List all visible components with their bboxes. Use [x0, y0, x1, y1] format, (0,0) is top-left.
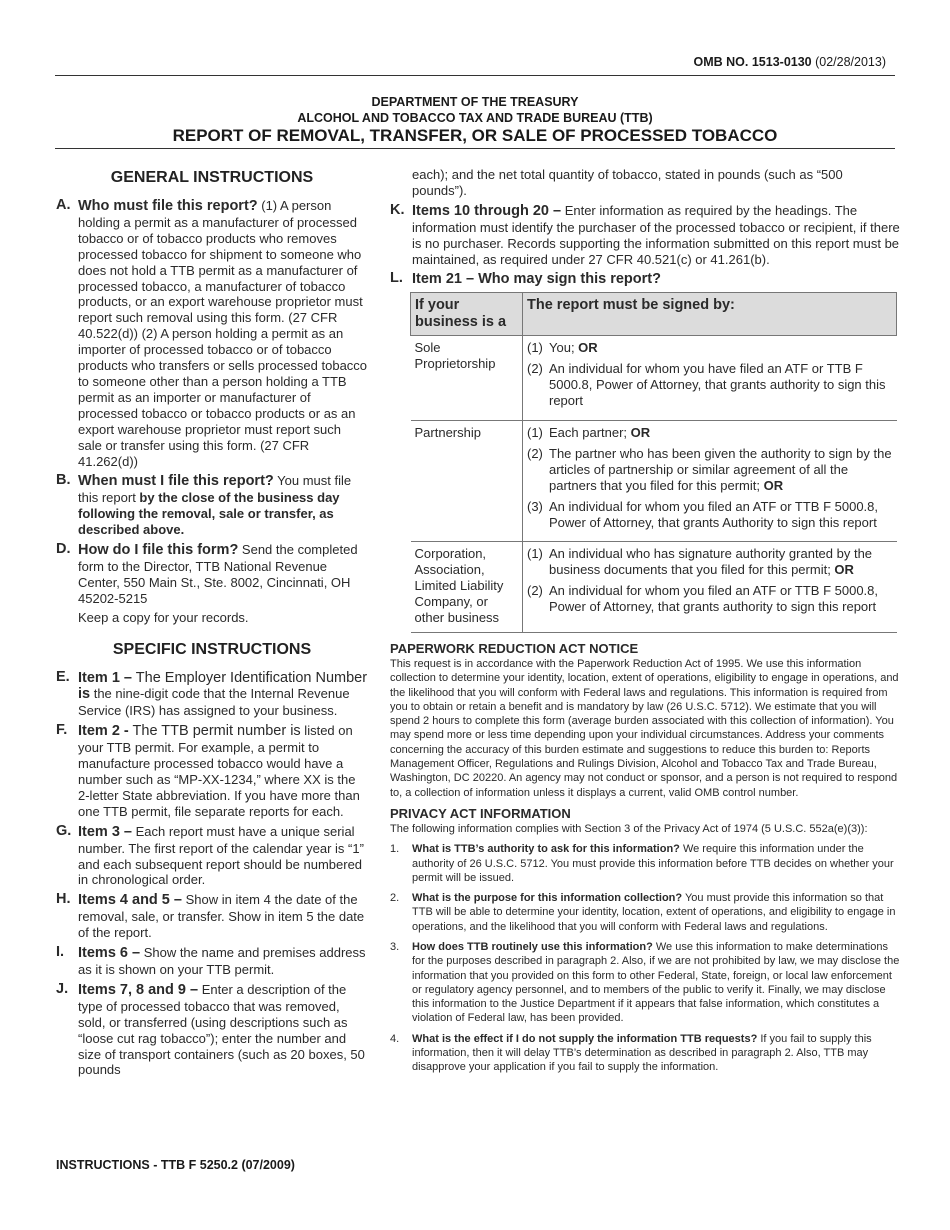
business-type: Corporation, Association, Limited Liability Company, or other business: [411, 542, 523, 633]
privacy-item-number: 2.: [390, 892, 400, 905]
item-heading: When must I file this report?: [78, 473, 274, 490]
business-type: Partnership: [411, 420, 523, 541]
option-number: (2): [527, 361, 543, 377]
signer-option: [527, 425, 893, 441]
item-lead: The Employer Identification Number: [132, 669, 368, 686]
item-body: Enter information as required by the headings. The information must identify the purchaser of the processed tobacco or recipient, if there is no purchaser. Records supporting the information submitted on this report must be maintained, as required under 27 CFR 40.521(c) or 41.261(b).: [412, 202, 900, 267]
table-row: [411, 542, 897, 633]
table-header-signer: The report must be signed by:: [523, 293, 897, 336]
option-text: An individual for whom you have filed an ATF or TTB F 5000.8, Power of Attorney, that grants authority to sign this report: [549, 361, 886, 409]
item-j-continued: each); and the net total quantity of tobacco, stated in pounds (such as “500 pounds”).: [412, 167, 843, 198]
paperwork-body: This request is in accordance with the Paperwork Reduction Act of 1995. We use this information collection to determine your identity, location, extent of operations, eligibility to engage in operations, and the likelihood that you will conform with Federal laws and regulations. This information is required from you to obtain or retain a benefit and is mandatory by law (26 U.S.C. 5712). We estimate that you will spend 2 hours to complete this form (average burden associated with this collection of information). You may spend more or less time depending upon your individual circumstances. Address your comments concerning the accuracy of this burden estimate and suggestions to reduce this burden to: Reports Management Officer, Regulations and Rulings Division, Alcohol and Tobacco Tax and Trade Bureau, Washington, DC 20220. An agency may not conduct or sponsor, and a person is not required to respond to, a collection of information unless it displays a current, valid OMB control number.: [390, 657, 899, 799]
signer-option: [527, 546, 893, 578]
item-label: F.: [56, 722, 68, 739]
item-heading: Item 3 –: [78, 823, 132, 840]
privacy-item-number: 1.: [390, 843, 400, 856]
privacy-item: [390, 842, 900, 885]
signer-option: [527, 583, 893, 615]
table-row: [411, 336, 897, 421]
item-heading: Item 1 –: [78, 669, 132, 686]
option-number: (1): [527, 340, 543, 356]
item-label: E.: [56, 668, 70, 685]
item-heading: Items 4 and 5 –: [78, 892, 182, 909]
item-heading: Items 6 –: [78, 945, 141, 962]
option-number: (2): [527, 445, 543, 461]
omb-number: [694, 55, 886, 69]
item-e: [56, 670, 368, 720]
item-heading: Item 21 – Who may sign this report?: [412, 271, 661, 288]
table-row: [411, 420, 897, 541]
item-body: Each report must have a unique serial number. The first report of the calendar year is “1” and each subsequent report should be numbered in chronological order.: [78, 823, 364, 888]
privacy-item: [390, 940, 900, 1026]
item-lead-bold: is: [78, 686, 91, 703]
page-title: REPORT OF REMOVAL, TRANSFER, OR SALE OF PROCESSED TOBACCO: [172, 126, 778, 145]
item-f: [56, 723, 368, 819]
item-heading: Items 10 through 20 –: [412, 202, 562, 219]
signer-option: [527, 446, 893, 494]
signature-authority-table: [410, 292, 897, 633]
privacy-answer: You must provide this information so that TTB will be able to determine your identity, location, extent of operations, and eligibility to engage in operations, and the likelihood that you will conform with Federal laws and regulations.: [412, 892, 896, 933]
general-instructions-heading: GENERAL INSTRUCTIONS: [110, 169, 314, 186]
signer-options: [523, 420, 897, 541]
item-l: [390, 271, 900, 288]
option-text: An individual for whom you filed an ATF or TTB F 5000.8, Power of Attorney, that grants authority to sign this report: [549, 583, 879, 615]
item-b: [56, 473, 368, 538]
omb-label: OMB NO. 1513-0130: [693, 55, 812, 69]
privacy-intro: The following information complies with Section 3 of the Privacy Act of 1974 (5 U.S.C. 552a(e)(3)):: [390, 822, 868, 835]
left-column: [56, 166, 368, 1082]
item-j: [56, 982, 368, 1078]
item-label: L.: [390, 270, 403, 287]
dept-line-2: ALCOHOL AND TOBACCO TAX AND TRADE BUREAU (TTB): [297, 111, 653, 125]
privacy-question: What is the purpose for this information collection?: [412, 892, 683, 905]
option-or: OR: [578, 340, 598, 356]
divider: [55, 148, 895, 149]
option-text: An individual who has signature authority granted by the business documents that you filed for this permit;: [549, 546, 873, 578]
item-body: the nine-digit code that the Internal Revenue Service (IRS) has assigned to your business.: [78, 686, 350, 719]
item-a: [56, 198, 368, 469]
item-h: [56, 892, 368, 941]
omb-date: (02/28/2013): [815, 55, 886, 69]
item-label: G.: [56, 822, 72, 839]
option-text: An individual for whom you filed an ATF or TTB F 5000.8, Power of Attorney, that grants Authority to sign this report: [549, 498, 879, 530]
privacy-answer: We use this information to make determinations for the purposes described in paragraph 2. Also, if we are not prohibited by law, we may disclose the information that you provided on this form to other Federal, State, foreign, or local law enforcement or regulatory agency personnel, and to members of the public to verify it. Finally, we may disclose this information to the Justice Department if it appears that false information, which constitutes a violation of Federal law, has been provided.: [412, 940, 900, 1025]
dept-line-1: DEPARTMENT OF THE TREASURY: [371, 95, 579, 109]
item-lead: The TTB permit number is: [128, 723, 301, 740]
item-k: [390, 203, 900, 268]
privacy-item: [390, 891, 900, 934]
signer-options: [523, 336, 897, 421]
option-or: OR: [763, 477, 784, 493]
department-heading: [0, 94, 950, 126]
item-body: Show in item 4 the date of the removal, sale, or transfer. Show in item 5 the date of the report.: [78, 892, 365, 941]
item-label: D.: [56, 541, 71, 558]
item-label: I.: [56, 944, 65, 961]
item-g: [56, 824, 368, 889]
item-label: B.: [56, 472, 71, 489]
privacy-question: What is the effect if I do not supply the information TTB requests?: [412, 1032, 758, 1045]
right-column: [390, 167, 900, 1075]
item-body: (1) A person holding a permit as a manufacturer of processed tobacco or of tobacco products who removes processed tobacco for shipment to someone who does not hold a TTB permit as a manufacturer of processed tobacco, a manufacturer of tobacco products, or an export warehouse proprietor must report such removal using this form. (27 CFR 40.522(d)) (2) A person holding a permit as an importer of processed tobacco or of tobacco products who transfers or sells processed tobacco to someone other than a person holding a TTB permit as an importer or manufacturer of processed tobacco or tobacco products or as an export warehouse proprietor must report such sale or transfer using this form. (27 CFR 41.262(d)): [78, 198, 368, 469]
privacy-heading: PRIVACY ACT INFORMATION: [390, 805, 571, 821]
item-body-bold: by the close of the business day following the removal, sale or transfer, as described above.: [78, 490, 340, 538]
option-text: You;: [549, 340, 579, 356]
privacy-item-number: 3.: [390, 940, 400, 953]
item-label: H.: [56, 891, 71, 908]
signer-option: [527, 340, 893, 356]
option-number: (1): [527, 424, 543, 440]
item-label: A.: [56, 197, 71, 213]
table-header-business: If your business is a: [411, 293, 523, 336]
privacy-answer: If you fail to supply this information, then it will delay TTB’s determination as described in paragraph 2. Also, TTB may disapprove your application if you fail to supply the information.: [412, 1032, 872, 1074]
item-body: Send the completed form to the Director, TTB National Revenue Center, 550 Main St., Ste. 8002, Cincinnati, OH 45202-5215: [78, 542, 358, 606]
item-heading: Item 2 -: [78, 723, 129, 740]
item-d: [56, 542, 368, 626]
option-or: OR: [834, 562, 854, 578]
specific-instructions-heading: SPECIFIC INSTRUCTIONS: [112, 640, 312, 658]
item-body: Enter a description of the type of processed tobacco that was removed, sold, or transferred (using descriptions such as “loose cut rag tobacco”); enter the number and size of transport containers (such as 20 boxes, 50 pounds: [78, 981, 365, 1078]
item-heading: Who must file this report?: [78, 198, 258, 214]
privacy-item-number: 4.: [390, 1032, 400, 1045]
paperwork-heading: PAPERWORK REDUCTION ACT NOTICE: [390, 640, 639, 656]
divider: [55, 75, 895, 76]
option-text: The partner who has been given the authority to sign by the articles of partnership or similar agreement of all the partners that you filed for this permit;: [549, 445, 892, 493]
option-number: (3): [527, 498, 543, 514]
privacy-question: What is TTB’s authority to ask for this information?: [412, 843, 680, 856]
item-body: listed on your TTB permit. For example, a permit to manufacture processed tobacco would have a number such as “MP-XX-1234,” where XX is the 2-letter State abbreviation. If you have more than one TTB permit, file separate reports for each.: [78, 723, 360, 819]
item-label: J.: [56, 980, 69, 997]
privacy-act: [390, 806, 900, 1075]
option-number: (1): [527, 546, 543, 562]
form-footer: INSTRUCTIONS - TTB F 5250.2 (07/2009): [56, 1158, 295, 1172]
table-header-row: [411, 293, 897, 336]
paperwork-notice: [390, 641, 900, 800]
signer-option: [527, 361, 893, 409]
signer-option: [527, 499, 893, 531]
option-text: Each partner;: [549, 424, 631, 440]
option-or: OR: [630, 424, 651, 440]
item-i: [56, 945, 368, 978]
privacy-item: [390, 1032, 900, 1075]
item-heading: How do I file this form?: [78, 542, 239, 559]
privacy-answer: We require this information under the authority of 26 U.S.C. 5712. You must provide this information before TTB decides on whether your permit will be issued.: [412, 843, 894, 884]
option-number: (2): [527, 583, 543, 599]
item-label: K.: [390, 201, 405, 218]
item-body: Show the name and premises address as it is shown on your TTB permit.: [78, 945, 366, 977]
keep-copy-note: Keep a copy for your records.: [78, 609, 249, 625]
privacy-question: How does TTB routinely use this information?: [412, 940, 653, 953]
item-heading: Items 7, 8 and 9 –: [78, 981, 199, 998]
business-type: Sole Proprietorship: [411, 336, 523, 421]
item-body: You must file this report: [78, 473, 352, 506]
signer-options: [523, 542, 897, 633]
